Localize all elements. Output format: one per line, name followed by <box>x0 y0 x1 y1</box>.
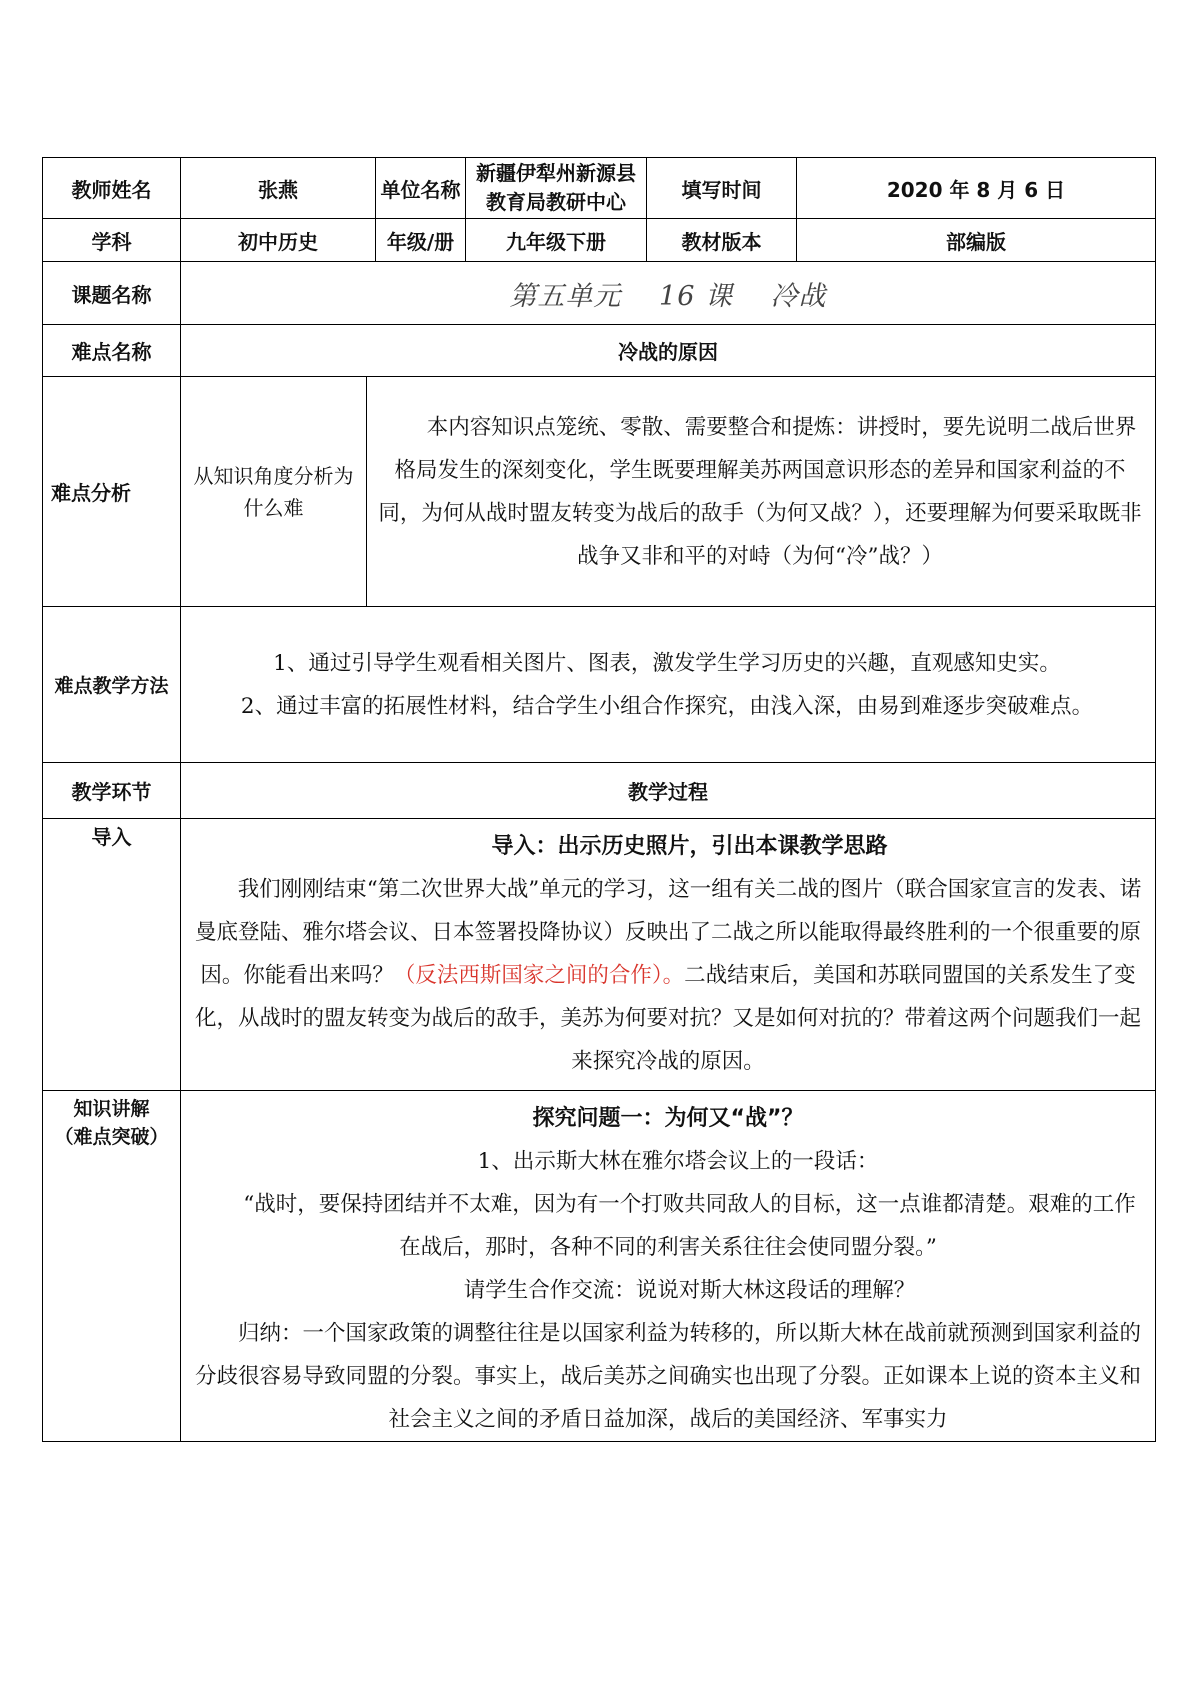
analysis-label: 难点分析 <box>43 377 181 607</box>
topic-unit: 第五单元 <box>509 280 622 312</box>
teacher-label: 教师姓名 <box>43 158 181 219</box>
knowledge-p3: 请学生合作交流：说说对斯大林这段话的理解？ <box>463 1278 916 1303</box>
analysis-text: 本内容知识点笼统、零散、需要整合和提炼：讲授时，要先说明二战后世界格局发生的深刻变化，学生既要理解美苏两国意识形态的差异和国家利益的不同，为何从战时盟友转变为战后的敌手（为何又战？），还要理解为何要采取既非战争又非和平的对峙（为何“冷”战？） <box>367 377 1156 607</box>
topic-row <box>43 262 1156 325</box>
subject-label: 学科 <box>43 219 181 262</box>
topic-name: 冷战 <box>770 280 827 312</box>
intro-label: 导入 <box>43 819 181 1091</box>
analysis-sublabel-line2: 什么难 <box>243 495 304 520</box>
difficulty-row <box>43 325 1156 377</box>
method-text <box>181 607 1156 763</box>
knowledge-content <box>181 1091 1156 1442</box>
intro-answer: （反法西斯国家之间的合作）。 <box>393 963 685 988</box>
intro-row <box>43 819 1156 1091</box>
knowledge-p1: 1、出示斯大林在雅尔塔会议上的一段话： <box>477 1149 879 1174</box>
grade-value: 九年级下册 <box>466 219 647 262</box>
unit-label: 单位名称 <box>376 158 466 219</box>
intro-content <box>181 819 1156 1091</box>
knowledge-quote: “战时，要保持团结并不太难，因为有一个打败共同敌人的目标，这一点谁都清楚。艰难的工作在战后，那时，各种不同的利害关系往往会使同盟分裂。” <box>243 1192 1136 1260</box>
header-row-2 <box>43 219 1156 262</box>
knowledge-heading: 探究问题一：为何又“战”？ <box>532 1106 804 1131</box>
lesson-plan-table <box>42 157 1156 1442</box>
date-value: 2020 年 8 月 6 日 <box>797 158 1156 219</box>
grade-label: 年级/册 <box>376 219 466 262</box>
method-line-1: 1、通过引导学生观看相关图片、图表，激发学生学习历史的兴趣，直观感知史实。 <box>273 650 1061 676</box>
topic-title <box>181 262 1156 325</box>
process-label: 教学过程 <box>181 763 1156 819</box>
header-row-1 <box>43 158 1156 219</box>
analysis-row <box>43 377 1156 607</box>
edition-label: 教材版本 <box>647 219 797 262</box>
unit-value <box>466 158 647 219</box>
date-label: 填写时间 <box>647 158 797 219</box>
knowledge-label-line1: 知识讲解 <box>73 1098 150 1120</box>
intro-paragraph <box>193 868 1143 1083</box>
process-header-row <box>43 763 1156 819</box>
teacher-value: 张燕 <box>181 158 376 219</box>
knowledge-p4: 归纳：一个国家政策的调整往往是以国家利益为转移的，所以斯大林在战前就预测到国家利益的分歧很容易导致同盟的分裂。事实上，战后美苏之间确实也出现了分裂。正如课本上说的资本主义和社会主义之间的矛盾日益加深，战后的美国经济、军事实力 <box>194 1321 1141 1432</box>
method-line-2: 2、通过丰富的拓展性材料，结合学生小组合作探究，由浅入深，由易到难逐步突破难点。 <box>240 693 1094 719</box>
topic-lesson: 16 课 <box>659 280 733 312</box>
analysis-sublabel <box>181 377 367 607</box>
unit-value-line1: 新疆伊犁州新源县 <box>476 161 636 185</box>
topic-label: 课题名称 <box>43 262 181 325</box>
intro-text-2: 二战结束后，美国和苏联同盟国的关系发生了变化，从战时的盟友转变为战后的敌手，美苏为何要对抗？又是如何对抗的？带着这两个问题我们一起来探究冷战的原因。 <box>194 963 1141 1074</box>
intro-heading: 导入：出示历史照片，引出本课教学思路 <box>491 834 888 859</box>
knowledge-label <box>43 1091 181 1442</box>
difficulty-value: 冷战的原因 <box>181 325 1156 377</box>
knowledge-label-line2: （难点突破） <box>54 1126 169 1148</box>
unit-value-line2: 教育局教研中心 <box>486 190 626 214</box>
process-stage-label: 教学环节 <box>43 763 181 819</box>
subject-value: 初中历史 <box>181 219 376 262</box>
intro-text-1: 我们刚刚结束“第二次世界大战”单元的学习，这一组有关二战的图片（联合国家宣言的发表、诺曼底登陆、雅尔塔会议、日本签署投降协议）反映出了二战之所以能取得最终胜利的一个很重要的原因。你能看出来吗？ <box>194 877 1142 988</box>
analysis-sublabel-line1: 从知识角度分析为 <box>193 463 354 488</box>
knowledge-row <box>43 1091 1156 1442</box>
method-label: 难点教学方法 <box>43 607 181 763</box>
edition-value: 部编版 <box>797 219 1156 262</box>
method-row <box>43 607 1156 763</box>
difficulty-label: 难点名称 <box>43 325 181 377</box>
